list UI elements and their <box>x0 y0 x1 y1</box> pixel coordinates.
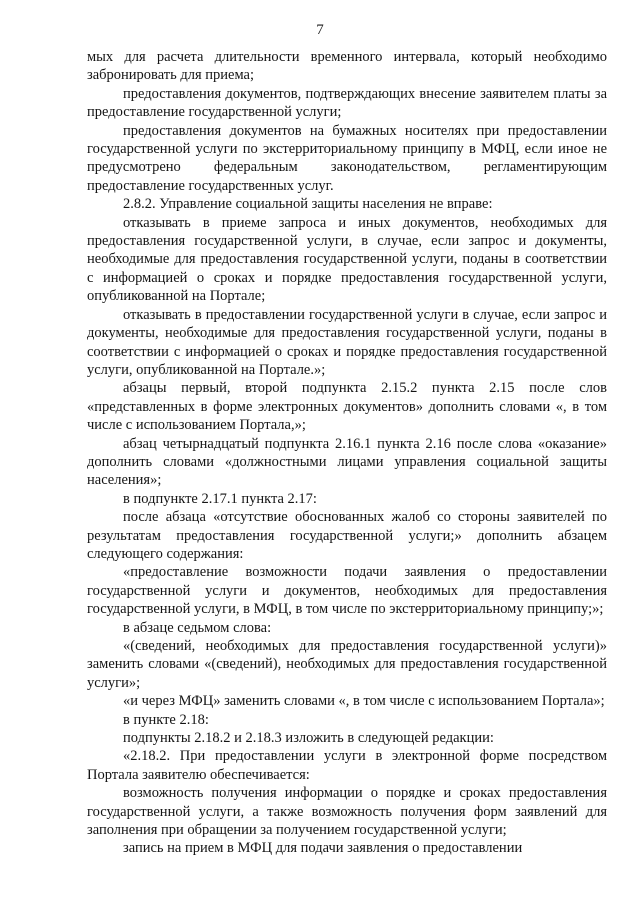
paragraph: отказывать в предоставлении государственной услуги в случае, если запрос и документы, необходимые для предоставления государственной услуги, поданы в соответствии с информацией о сроках и порядке предоставления государственной услуги, опубликованной на Портале.»; <box>87 306 607 378</box>
paragraph: 2.8.2. Управление социальной защиты населения не вправе: <box>123 196 493 213</box>
paragraph: «и через МФЦ» заменить словами «, в том числе с использованием Портала»; <box>123 693 605 710</box>
paragraph: запись на прием в МФЦ для подачи заявления о предоставлении <box>123 840 523 857</box>
paragraph: «2.18.2. При предоставлении услуги в электронной форме посредством Портала заявителю обеспечивается: <box>87 748 607 783</box>
paragraph: «(сведений, необходимых для предоставления государственной услуги)» заменить словами «(сведений), необходимых для предоставления государственной услуги»; <box>87 638 607 691</box>
paragraph: предоставления документов на бумажных носителях при предоставлении государственной услуги по экстерриториальному принципу в МФЦ, если иное не предусмотрено федеральным законодательством, регламентирующим предоставление государственных услуг. <box>87 122 607 194</box>
paragraph: «предоставление возможности подачи заявления о предоставлении государственной услуги и документов, необходимых для предоставления государственной услуги, в МФЦ, в том числе по экстерриториальному принципу;»; <box>87 564 607 618</box>
page-number: 7 <box>316 22 324 38</box>
document-body <box>87 48 607 858</box>
paragraph: в подпункте 2.17.1 пункта 2.17: <box>123 490 317 507</box>
paragraph: в пункте 2.18: <box>123 711 209 728</box>
paragraph: предоставления документов, подтверждающих внесение заявителем платы за предоставление государственной услуги; <box>87 85 607 121</box>
paragraph: абзацы первый, второй подпункта 2.15.2 пункта 2.15 после слов «представленных в форме электронных документов» дополнить словами «, в том числе с использованием Портала,»; <box>87 380 607 434</box>
paragraph: отказывать в приеме запроса и иных документов, необходимых для предоставления государственной услуги, в случае, если запрос и документы, необходимые для предоставления государственной услуги, поданы в соответствии с информацией о сроках и порядке предоставления государственной услуги, опубликованной на Портале; <box>87 214 607 305</box>
paragraph: мых для расчета длительности временного интервала, который необходимо забронировать для приема; <box>87 49 607 84</box>
paragraph: возможность получения информации о порядке и сроках предоставления государственной услуги, а также возможность получения форм заявлений для заполнения при обращении за получением государственной услуги; <box>87 785 607 839</box>
paragraph: в абзаце седьмом слова: <box>123 619 272 636</box>
paragraph: абзац четырнадцатый подпункта 2.16.1 пункта 2.16 после слова «оказание» дополнить словами «должностными лицами управления социальной защиты населения»; <box>87 435 607 489</box>
paragraph: подпункты 2.18.2 и 2.18.3 изложить в следующей редакции: <box>123 730 494 747</box>
paragraph: после абзаца «отсутствие обоснованных жалоб со стороны заявителей по результатам предоставления государственной услуги;» дополнить абзацем следующего содержания: <box>87 509 607 562</box>
